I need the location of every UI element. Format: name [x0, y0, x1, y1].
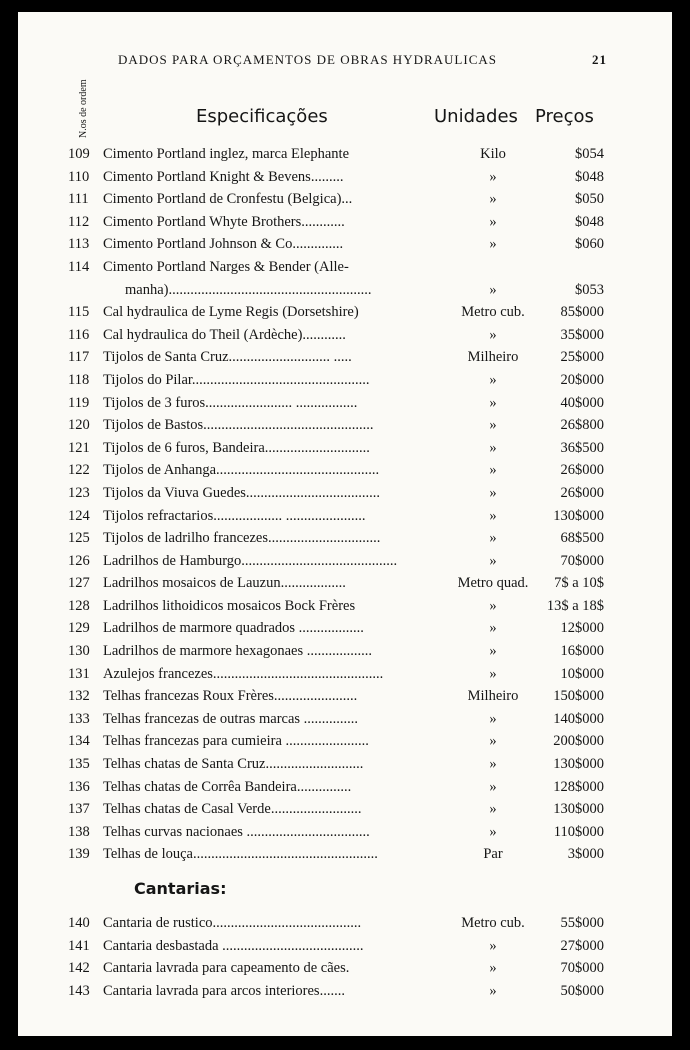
row-number: 112 [68, 213, 90, 230]
table-row [18, 595, 672, 618]
table-row [18, 279, 672, 302]
row-description: Tijolos de Bastos............................................... [103, 417, 374, 434]
row-description: Cal hydraulica do Theil (Ardèche)............ [103, 326, 346, 343]
row-price: 50$000 [560, 982, 604, 999]
row-description: Ladrilhos mosaicos de Lauzun.................. [103, 575, 346, 592]
row-unit: » [489, 937, 497, 954]
table-row [18, 414, 672, 437]
row-price: 68$500 [560, 530, 604, 547]
row-price: 10$000 [560, 665, 604, 682]
row-number: 132 [68, 688, 90, 705]
row-number: 119 [68, 394, 90, 411]
row-number: 114 [68, 258, 90, 275]
materials-rows [18, 143, 672, 866]
table-row [18, 437, 672, 460]
row-number: 131 [68, 665, 90, 682]
row-price: 200$000 [553, 733, 604, 750]
row-description: Ladrilhos de Hamburgo........................................... [103, 552, 398, 569]
row-number: 141 [68, 937, 90, 954]
row-number: 130 [68, 643, 90, 660]
specification-column-header: Especificações [196, 106, 328, 127]
row-unit: » [489, 462, 497, 479]
row-description: Telhas chatas de Casal Verde......................... [103, 801, 362, 818]
row-price: $048 [575, 213, 604, 230]
table-row [18, 617, 672, 640]
row-description: Ladrilhos de marmore quadrados .................. [103, 620, 364, 637]
row-price: 130$000 [553, 507, 604, 524]
table-row [18, 935, 672, 958]
book-page [18, 12, 672, 1036]
row-description: Telhas francezas para cumieira ....................... [103, 733, 369, 750]
row-unit: » [489, 507, 497, 524]
row-description: manha)........................................................ [125, 281, 372, 298]
row-unit: » [489, 530, 497, 547]
row-description: Azulejos francezes............................................... [103, 665, 384, 682]
prices-column-header: Preços [535, 106, 594, 127]
row-unit: » [489, 597, 497, 614]
row-unit: Metro cub. [461, 304, 525, 321]
running-title: DADOS PARA ORÇAMENTOS DE OBRAS HYDRAULICAS [118, 52, 497, 67]
row-description: Tijolos do Pilar................................................. [103, 371, 370, 388]
table-row [18, 821, 672, 844]
cantarias-rows [18, 912, 672, 1002]
table-row [18, 301, 672, 324]
row-number: 139 [68, 846, 90, 863]
row-number: 122 [68, 462, 90, 479]
row-price: 26$000 [560, 462, 604, 479]
row-unit: » [489, 417, 497, 434]
table-row [18, 369, 672, 392]
table-row [18, 730, 672, 753]
row-price: 26$000 [560, 484, 604, 501]
row-price: $053 [575, 281, 604, 298]
table-row [18, 640, 672, 663]
row-price: 110$000 [553, 823, 604, 840]
table-row [18, 980, 672, 1003]
row-unit: » [489, 552, 497, 569]
table-row [18, 143, 672, 166]
row-price: 128$000 [553, 778, 604, 795]
table-row [18, 392, 672, 415]
row-number: 127 [68, 575, 90, 592]
row-unit: Milheiro [467, 688, 519, 705]
table-row [18, 957, 672, 980]
row-price: 26$800 [560, 417, 604, 434]
row-price: 3$000 [567, 846, 604, 863]
row-unit: » [489, 823, 497, 840]
row-price: $054 [575, 146, 604, 162]
row-unit: » [489, 733, 497, 750]
row-unit: » [489, 439, 497, 456]
row-number: 137 [68, 801, 90, 818]
row-price: 12$000 [560, 620, 604, 637]
row-unit: » [489, 710, 497, 727]
row-description: Cimento Portland Narges & Bender (Alle- [103, 258, 349, 275]
column-headers [18, 79, 672, 140]
row-number: 117 [68, 349, 90, 366]
row-description: Ladrilhos lithoidicos mosaicos Bock Frères [103, 597, 356, 614]
row-description: Telhas francezas de outras marcas ............... [103, 710, 359, 727]
row-price: 13$ a 18$ [546, 597, 604, 614]
row-description: Cimento Portland Knight & Bevens......... [103, 168, 344, 185]
row-price: $060 [575, 236, 604, 253]
section-heading: Cantarias: [134, 879, 227, 898]
row-unit: Kilo [480, 146, 506, 162]
table-row [18, 527, 672, 550]
row-unit: » [489, 213, 497, 230]
table-row [18, 708, 672, 731]
table-row [18, 753, 672, 776]
row-description: Tijolos da Viuva Guedes..................................... [103, 484, 381, 501]
row-price: 85$000 [560, 304, 604, 321]
page-number: 21 [592, 52, 607, 67]
row-price: 40$000 [560, 394, 604, 411]
row-unit: Milheiro [467, 349, 519, 366]
row-number: 111 [68, 191, 89, 208]
row-number: 135 [68, 756, 90, 773]
row-unit: » [489, 801, 497, 818]
running-header [18, 52, 672, 72]
row-description: Telhas curvas nacionaes .................................. [103, 823, 370, 840]
table-row [18, 550, 672, 573]
row-price: 16$000 [560, 643, 604, 660]
row-number: 142 [68, 960, 90, 977]
row-unit: » [489, 756, 497, 773]
row-price: 55$000 [560, 915, 604, 931]
row-unit: » [489, 394, 497, 411]
row-number: 113 [68, 236, 90, 253]
row-unit: » [489, 620, 497, 637]
row-number: 138 [68, 823, 90, 840]
number-column-header: N.os de ordem [78, 79, 89, 138]
table-row [18, 482, 672, 505]
row-price: 7$ a 10$ [554, 575, 604, 592]
row-description: Tijolos de 3 furos........................ ................. [103, 394, 358, 411]
row-unit: » [489, 281, 497, 298]
row-number: 143 [68, 982, 90, 999]
row-unit: » [489, 168, 497, 185]
row-description: Telhas de louça................................................... [103, 846, 378, 863]
table-row [18, 324, 672, 347]
row-description: Cal hydraulica de Lyme Regis (Dorsetshire) [103, 304, 359, 321]
row-description: Cantaria de rustico......................................... [103, 915, 362, 931]
row-number: 123 [68, 484, 90, 501]
row-description: Tijolos de Anhanga............................................. [103, 462, 380, 479]
row-number: 124 [68, 507, 90, 524]
table-row [18, 776, 672, 799]
row-description: Telhas chatas de Santa Cruz........................... [103, 756, 364, 773]
price-table [18, 143, 672, 1002]
row-unit: » [489, 960, 497, 977]
table-row [18, 663, 672, 686]
row-number: 129 [68, 620, 90, 637]
row-description: Cimento Portland inglez, marca Elephante [103, 146, 350, 162]
row-price: 150$000 [553, 688, 604, 705]
row-unit: » [489, 643, 497, 660]
row-unit: Metro quad. [457, 575, 529, 592]
row-unit: » [489, 665, 497, 682]
row-number: 133 [68, 710, 90, 727]
table-row [18, 256, 672, 279]
row-unit: » [489, 371, 497, 388]
table-row [18, 798, 672, 821]
row-number: 140 [68, 915, 90, 931]
row-description: Tijolos refractarios................... ...................... [103, 507, 366, 524]
row-description: Telhas chatas de Corrêa Bandeira............... [103, 778, 352, 795]
row-description: Telhas francezas Roux Frères....................... [103, 688, 358, 705]
row-description: Tijolos de ladrilho francezes............................... [103, 530, 381, 547]
table-row [18, 346, 672, 369]
units-column-header: Unidades [434, 106, 518, 127]
table-row [18, 211, 672, 234]
table-row [18, 912, 672, 935]
row-number: 121 [68, 439, 90, 456]
row-unit: Metro cub. [461, 915, 525, 931]
row-number: 116 [68, 326, 90, 343]
row-unit: » [489, 236, 497, 253]
row-price: $048 [575, 168, 604, 185]
table-row [18, 166, 672, 189]
row-price: 70$000 [560, 960, 604, 977]
row-price: 27$000 [560, 937, 604, 954]
row-description: Cimento Portland de Cronfestu (Belgica)... [103, 191, 353, 208]
table-row [18, 685, 672, 708]
row-unit: » [489, 326, 497, 343]
row-price: 130$000 [553, 756, 604, 773]
row-description: Tijolos de Santa Cruz............................ ..... [103, 349, 352, 366]
row-description: Tijolos de 6 furos, Bandeira............................. [103, 439, 370, 456]
row-number: 126 [68, 552, 90, 569]
row-price: 36$500 [560, 439, 604, 456]
table-row [18, 188, 672, 211]
row-price: 35$000 [560, 326, 604, 343]
row-price: 25$000 [560, 349, 604, 366]
row-unit: » [489, 484, 497, 501]
row-unit: » [489, 778, 497, 795]
row-description: Cantaria lavrada para arcos interiores....... [103, 982, 345, 999]
row-unit: » [489, 191, 497, 208]
row-number: 120 [68, 417, 90, 434]
row-number: 115 [68, 304, 90, 321]
table-row [18, 505, 672, 528]
row-number: 110 [68, 168, 90, 185]
table-row [18, 459, 672, 482]
row-price: 140$000 [553, 710, 604, 727]
row-number: 125 [68, 530, 90, 547]
row-number: 136 [68, 778, 90, 795]
row-description: Ladrilhos de marmore hexagonaes .................. [103, 643, 372, 660]
row-description: Cimento Portland Whyte Brothers............ [103, 213, 345, 230]
row-price: $050 [575, 191, 604, 208]
row-price: 70$000 [560, 552, 604, 569]
table-row [18, 233, 672, 256]
row-number: 128 [68, 597, 90, 614]
row-number: 109 [68, 146, 90, 162]
row-number: 118 [68, 371, 90, 388]
table-row [18, 572, 672, 595]
row-price: 130$000 [553, 801, 604, 818]
row-price: 20$000 [560, 371, 604, 388]
row-unit: » [489, 982, 497, 999]
table-row [18, 843, 672, 866]
row-number: 134 [68, 733, 90, 750]
row-description: Cimento Portland Johnson & Co.............. [103, 236, 344, 253]
row-description: Cantaria desbastada ....................................... [103, 937, 364, 954]
row-description: Cantaria lavrada para capeamento de cães. [103, 960, 350, 977]
row-unit: Par [483, 846, 503, 863]
